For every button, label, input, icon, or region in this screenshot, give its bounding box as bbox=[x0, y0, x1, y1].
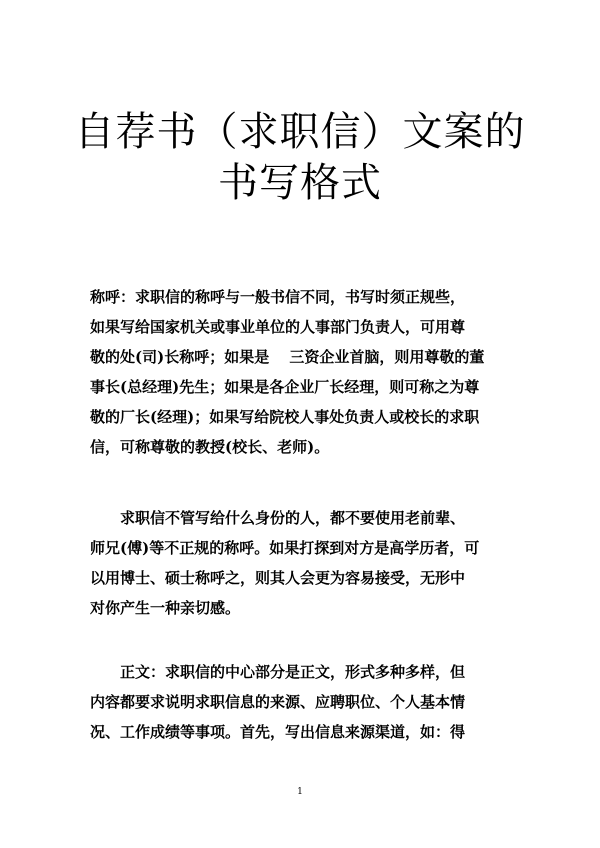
paragraph-line: 敬的厂长(经理)；如果写给院校人事处负责人或校长的求职 bbox=[90, 408, 480, 426]
paragraph-line: 称呼：求职信的称呼与一般书信不同，书写时须正规些， bbox=[90, 288, 466, 306]
paragraph-address-forms bbox=[90, 503, 514, 623]
paragraph-line: 如果写给国家机关或事业单位的人事部门负责人，可用尊 bbox=[90, 318, 466, 336]
paragraph-main-body bbox=[90, 657, 514, 747]
paragraph-line: 求职信不管写给什么身份的人，都不要使用老前辈、 bbox=[120, 509, 466, 527]
paragraph-line: 况、工作成绩等事项。首先，写出信息来源渠道，如：得 bbox=[90, 723, 466, 741]
paragraph-line: 以用博士、硕士称呼之，则其人会更为容易接受，无形中 bbox=[90, 569, 466, 587]
document-title-line-2: 书写格式 bbox=[218, 160, 382, 206]
paragraph-line: 信，可称尊敬的教授(校长、老师)。 bbox=[90, 438, 330, 456]
paragraph-line: 对你产生一种亲切感。 bbox=[90, 599, 241, 617]
page-number: 1 bbox=[297, 787, 303, 797]
paragraph-line: 内容都要求说明求职信息的来源、应聘职位、个人基本情 bbox=[90, 693, 466, 711]
paragraph-line: 正文：求职信的中心部分是正文，形式多种多样，但 bbox=[120, 663, 466, 681]
document-title-line-1: 自荐书（求职信）文案的 bbox=[74, 109, 526, 155]
paragraph-line: 敬的处(司)长称呼；如果是 三资企业首脑，则用尊敬的董 bbox=[90, 348, 485, 366]
paragraph-line: 师兄(傅)等不正规的称呼。如果打探到对方是高学历者，可 bbox=[90, 539, 480, 557]
paragraph-line: 事长(总经理)先生；如果是各企业厂长经理，则可称之为尊 bbox=[90, 378, 480, 396]
paragraph-salutation bbox=[90, 282, 514, 462]
